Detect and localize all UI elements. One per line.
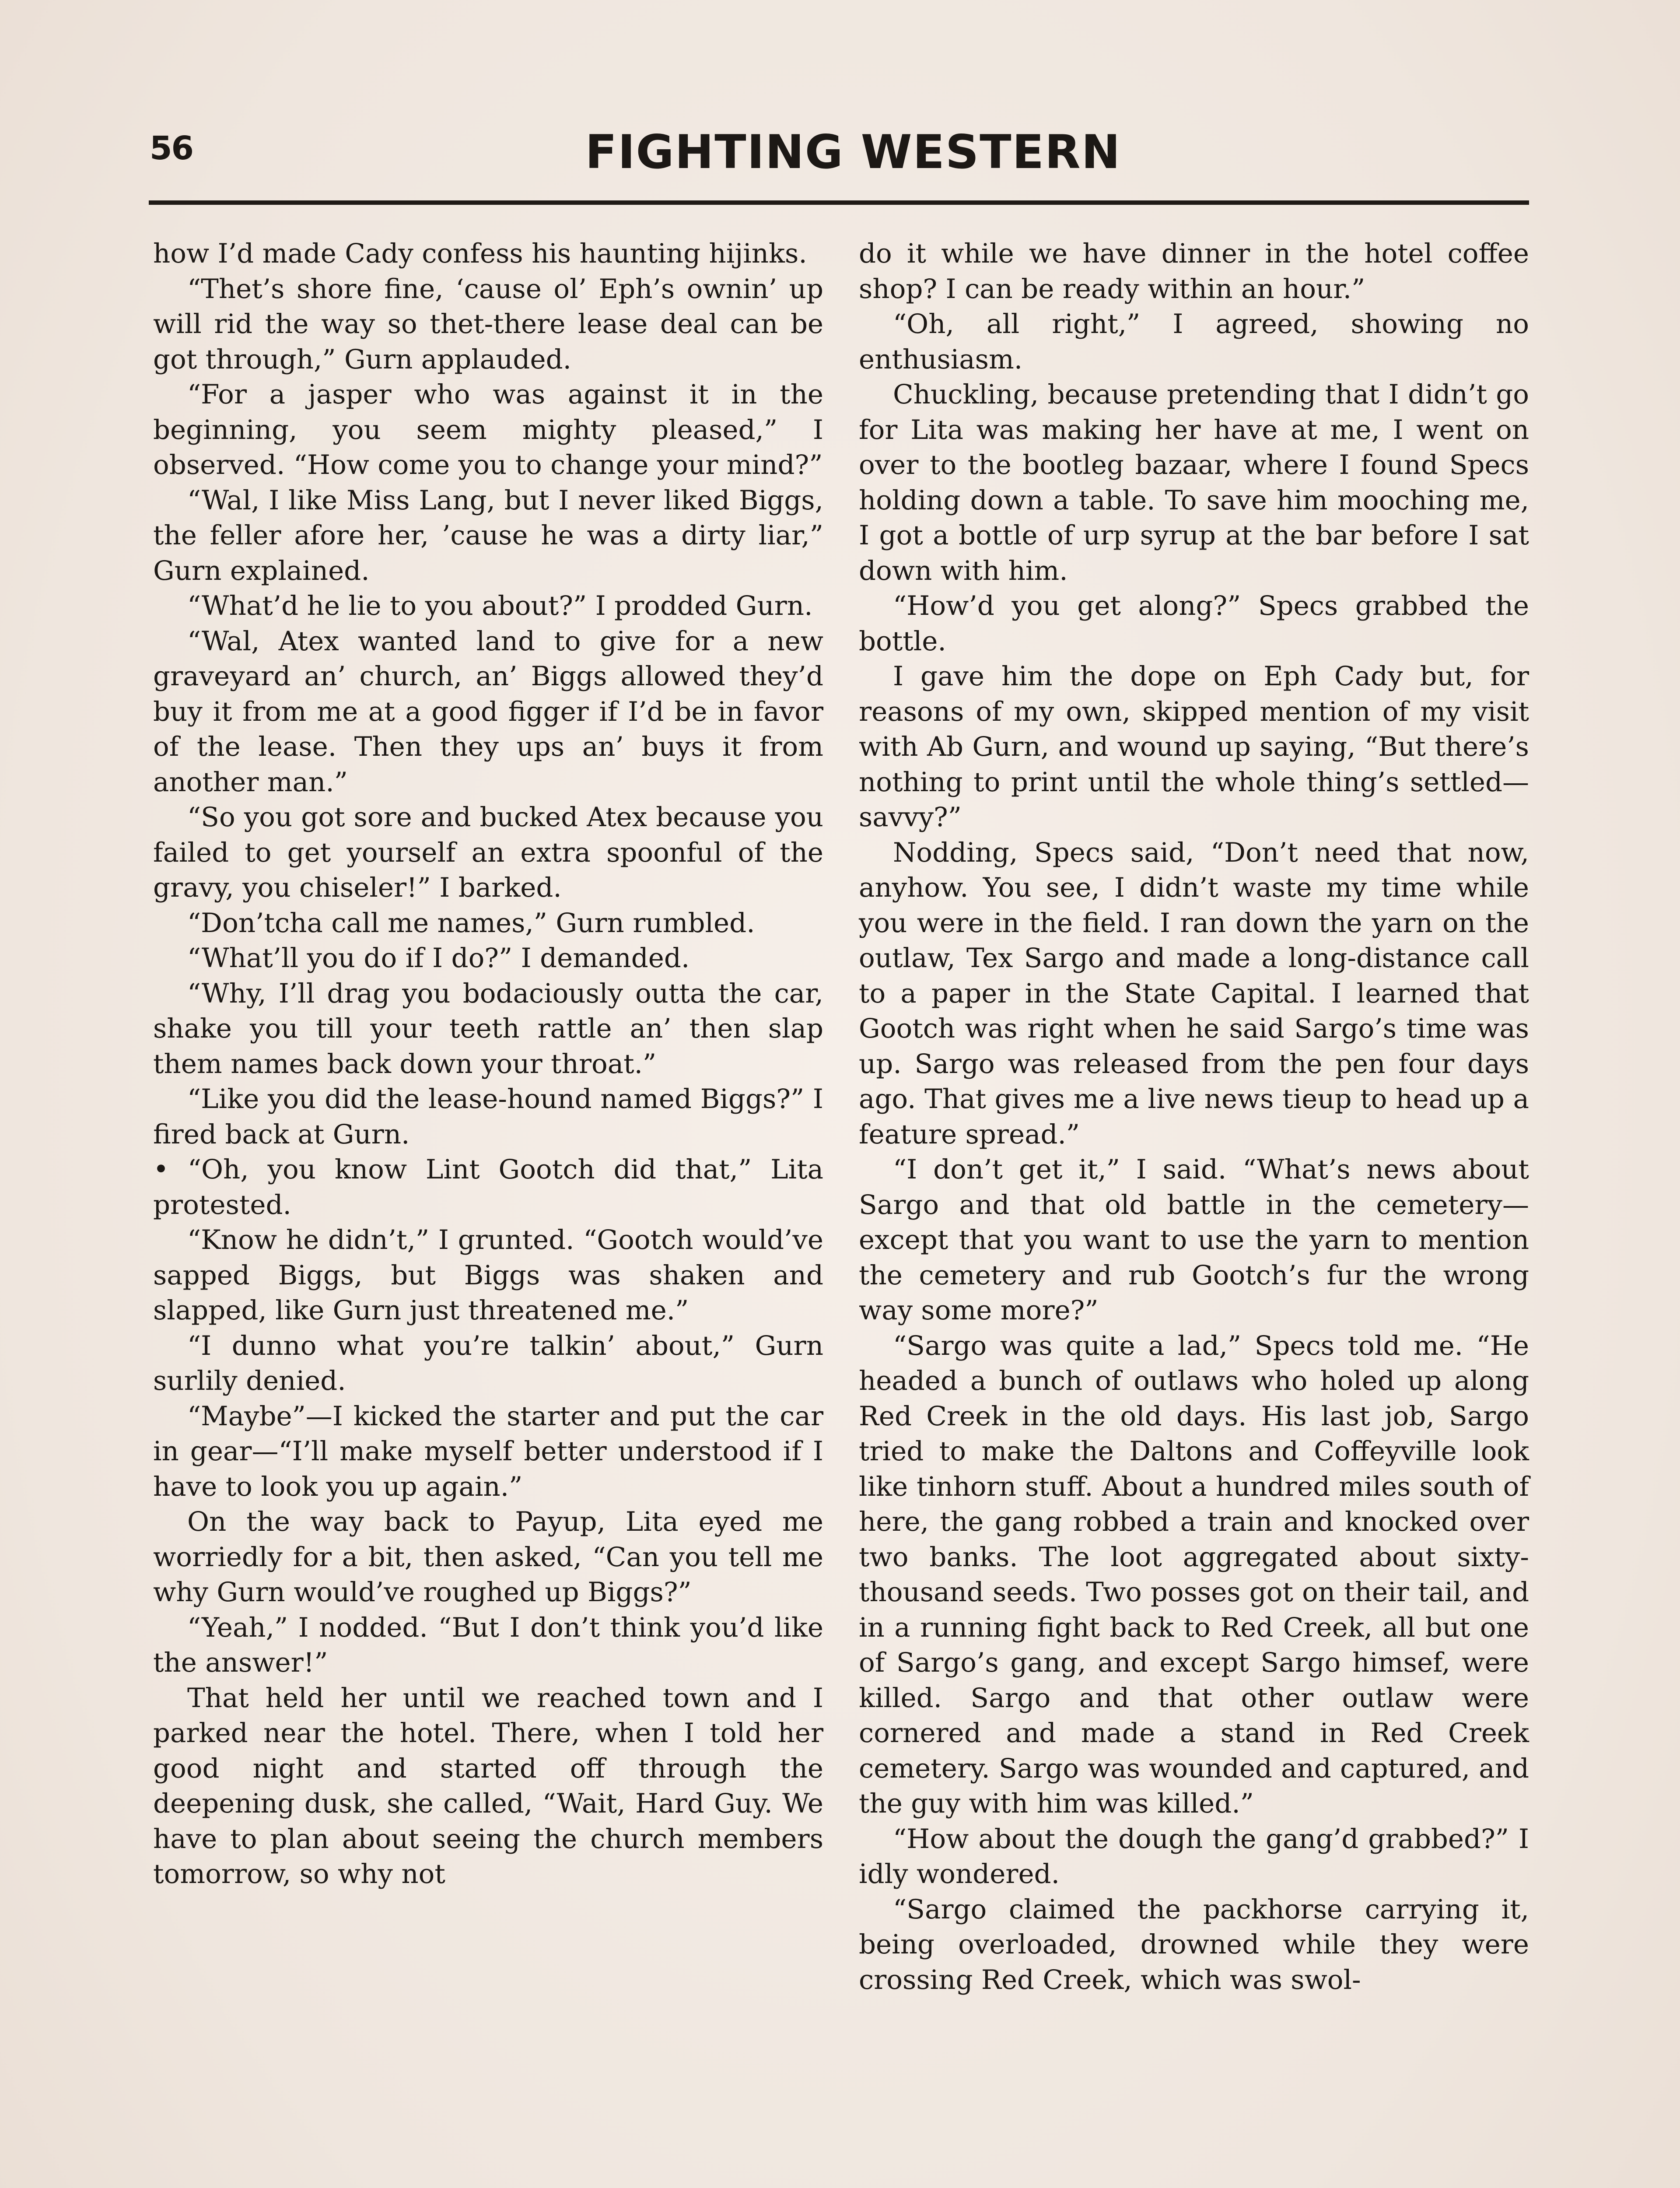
paragraph: how I’d made Cady confess his haunting hijinks.	[153, 238, 807, 269]
paragraph: “How about the dough the gang’d grabbed?” I idly wondered.	[859, 1823, 1529, 1890]
paragraph: Chuckling, because pretending that I didn’t go for Lita was making her have at me, I went on over to the bootleg bazaar, where I found Specs holding down a table. To save him mooching me, I got a bottle of urp syrup at the bar before I sat down with him.	[859, 379, 1529, 586]
paragraph: “Oh, all right,” I agreed, showing no enthusiasm.	[859, 309, 1529, 375]
paragraph: “Yeah,” I nodded. “But I don’t think you’d like the answer!”	[153, 1612, 823, 1678]
paragraph: “Maybe”—I kicked the starter and put the car in gear—“I’ll make myself better understood if I have to look you up again.”	[153, 1400, 823, 1502]
paragraph: On the way back to Payup, Lita eyed me worriedly for a bit, then asked, “Can you tell me why Gurn would’ve roughed up Biggs?”	[153, 1506, 823, 1608]
paragraph: Nodding, Specs said, “Don’t need that now, anyhow. You see, I didn’t waste my time while you were in the field. I ran down the yarn on the outlaw, Tex Sargo and made a long-distance call to a paper in the State Capital. I learned that Gootch was right when he said Sargo’s time was up. Sargo was released from the pen four days ago. That gives me a live news tieup to head up a feature spread.”	[859, 837, 1529, 1150]
paragraph: “What’d he lie to you about?” I prodded Gurn.	[187, 590, 813, 621]
paragraph: “I dunno what you’re talkin’ about,” Gurn surlily denied.	[153, 1330, 823, 1396]
paragraph: “Wal, I like Miss Lang, but I never liked Biggs, the feller afore her, ’cause he was a dirty liar,” Gurn explained.	[153, 484, 823, 586]
paragraph: “How’d you get along?” Specs grabbed the bottle.	[859, 590, 1529, 657]
magazine-title: FIGHTING WESTERN	[585, 125, 1121, 179]
paragraph: “So you got sore and bucked Atex because you failed to get yourself an extra spoonful of the gravy, you chiseler!” I barked.	[153, 802, 823, 903]
paragraph: • “Oh, you know Lint Gootch did that,” Lita protested.	[153, 1154, 823, 1220]
paragraph: “What’ll you do if I do?” I demanded.	[187, 943, 690, 974]
paragraph: “I don’t get it,” I said. “What’s news about Sargo and that old battle in the cemetery—except that you want to use the yarn to mention the cemetery and rub Gootch’s fur the wrong way some more?”	[859, 1154, 1529, 1326]
paragraph: “Why, I’ll drag you bodaciously outta the car, shake you till your teeth rattle an’ then slap them names back down your throat.”	[153, 978, 823, 1080]
left-column	[153, 236, 823, 1892]
paragraph: That held her until we reached town and I parked near the hotel. There, when I told her good night and started off through the deepening dusk, she called, “Wait, Hard Guy. We have to plan about seeing the church members tomorrow, so why not	[153, 1682, 823, 1890]
paragraph: “For a jasper who was against it in the beginning, you seem mighty pleased,” I observed. “How come you to change your mind?”	[153, 379, 823, 480]
paragraph: “Thet’s shore fine, ‘cause ol’ Eph’s ownin’ up will rid the way so thet-there lease deal can be got through,” Gurn applauded.	[153, 273, 823, 375]
paragraph: “Don’tcha call me names,” Gurn rumbled.	[187, 907, 755, 939]
paragraph: “Know he didn’t,” I grunted. “Gootch would’ve sapped Biggs, but Biggs was shaken and slapped, like Gurn just threatened me.”	[153, 1224, 823, 1326]
paragraph: “Wal, Atex wanted land to give for a new graveyard an’ church, an’ Biggs allowed they’d buy it from me at a good figger if I’d be in favor of the lease. Then they ups an’ buys it from another man.”	[153, 625, 823, 798]
paragraph: “Sargo was quite a lad,” Specs told me. “He headed a bunch of outlaws who holed up along Red Creek in the old days. His last job, Sargo tried to make the Daltons and Coffeyville look like tinhorn stuff. About a hundred miles south of here, the gang robbed a train and knocked over two banks. The loot aggregated about sixty-thousand seeds. Two posses got on their tail, and in a running fight back to Red Creek, all but one of Sargo’s gang, and except Sargo himsef, were killed. Sargo and that other outlaw were cornered and made a stand in Red Creek cemetery. Sargo was wounded and captured, and the guy with him was killed.”	[859, 1330, 1529, 1819]
page-number: 56	[150, 130, 193, 167]
paragraph: I gave him the dope on Eph Cady but, for reasons of my own, skipped mention of my visit with Ab Gurn, and wound up saying, “But there’s nothing to print until the whole thing’s settled—savvy?”	[859, 661, 1529, 833]
right-column	[859, 236, 1529, 1998]
header-rule	[149, 200, 1529, 205]
paragraph: do it while we have dinner in the hotel coffee shop? I can be ready within an hour.”	[859, 238, 1529, 305]
paragraph: “Like you did the lease-hound named Biggs?” I fired back at Gurn.	[153, 1083, 823, 1150]
paragraph: “Sargo claimed the packhorse carrying it, being overloaded, drowned while they were crossing Red Creek, which was swol-	[859, 1893, 1529, 1995]
